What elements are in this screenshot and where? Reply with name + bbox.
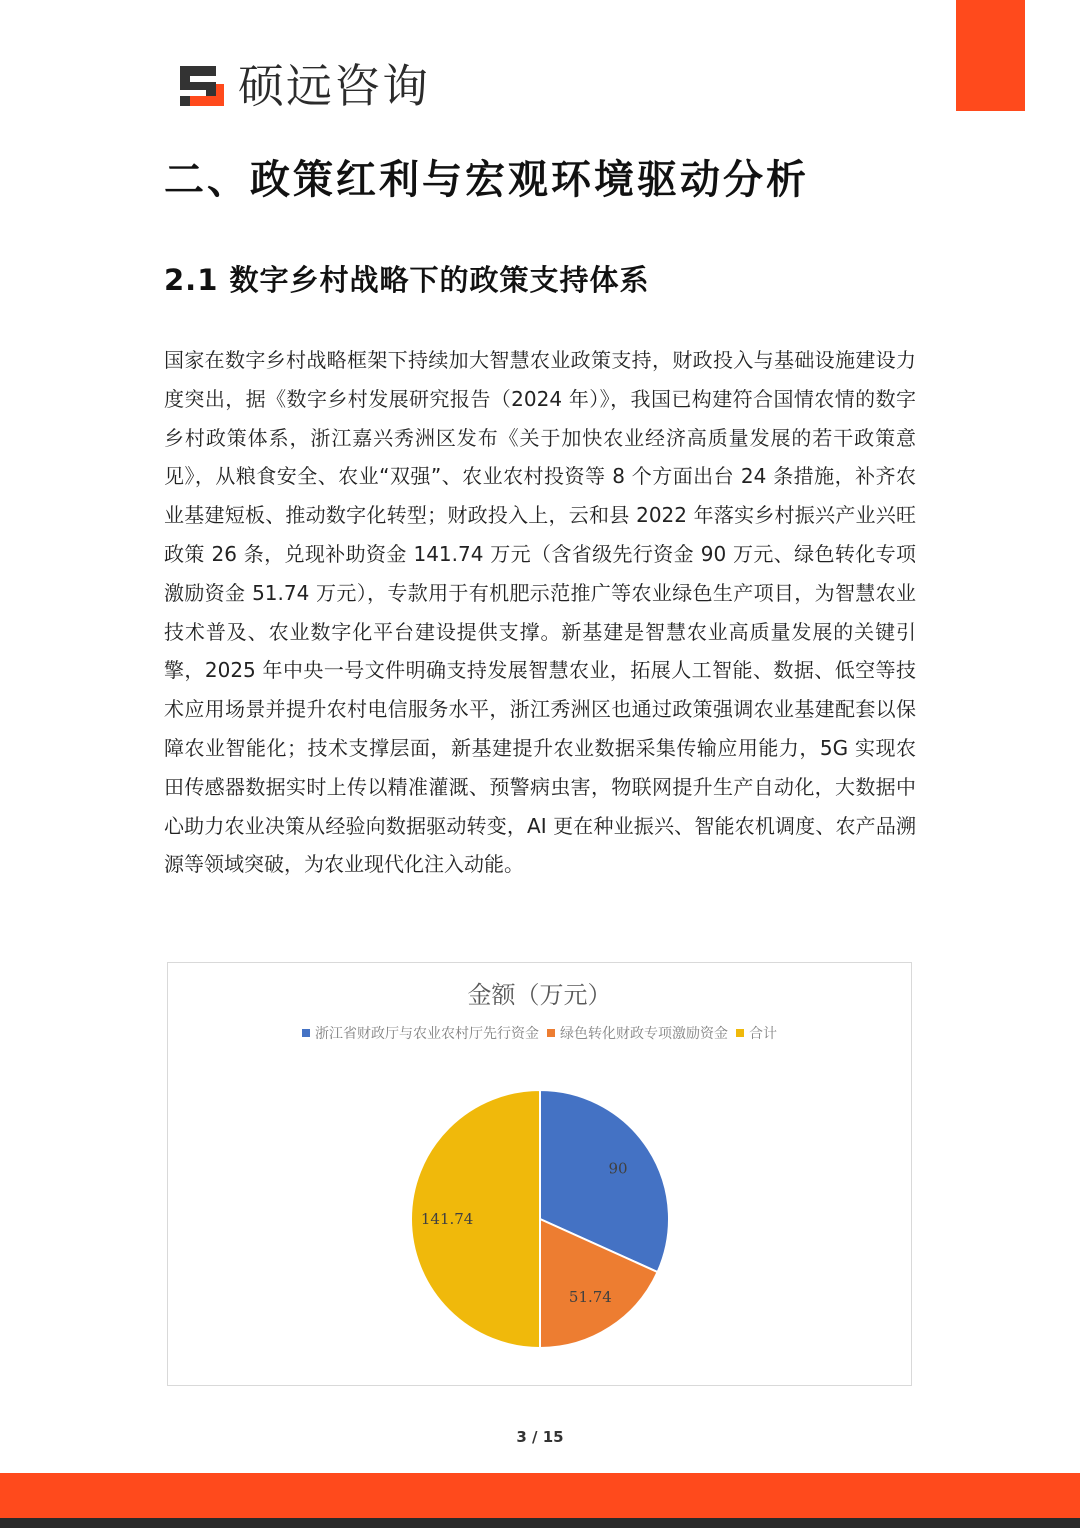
section-title: 2.1 数字乡村战略下的政策支持体系 [164, 263, 650, 297]
brand-logo [176, 60, 430, 112]
brand-logo-icon [176, 60, 228, 112]
footer-dark-strip [0, 1518, 1080, 1528]
chart-title: 金额（万元） [467, 981, 612, 1009]
section-body-paragraph: 国家在数字乡村战略框架下持续加大智慧农业政策支持，财政投入与基础设施建设力度突出，据《数字乡村发展研究报告（2024 年）》，我国已构建符合国情农情的数字乡村政策体系，浙江嘉兴秀洲区发布《关于加快农业经济高质量发展的若干政策意见》，从粮食安全、农业“双强”、农业农村投资等 8 个方面出台 24 条措施，补齐农业基建短板、推动数字化转型；财政投入上，云和县 2022 年落实乡村振兴产业兴旺政策 26 条，兑现补助资金 141.74 万元（含省级先行资金 90 万元、绿色转化专项激励资金 51.74 万元），专款用于有机肥示范推广等农业绿色生产项目，为智慧农业技术普及、农业数字化平台建设提供支撑。新基建是智慧农业高质量发展的关键引擎，2025 年中央一号文件明确支持发展智慧农业，拓展人工智能、数据、低空等技术应用场景并提升农村电信服务水平，浙江秀洲区也通过政策强调农业基建配套以保障农业智能化；技术支撑层面，新基建提升农业数据采集传输应用能力，5G 实现农田传感器数据实时上传以精准灌溉、预警病虫害，物联网提升生产自动化，大数据中心助力农业决策从经验向数据驱动转变，AI 更在种业振兴、智能农机调度、农产品溯源等领域突破，为农业现代化注入动能。 [164, 348, 916, 877]
pie-data-label: 90 [608, 1159, 628, 1178]
legend-label: 浙江省财政厅与农业农村厅先行资金 [315, 1026, 539, 1042]
page-number: 3 / 15 [516, 1428, 564, 1446]
top-accent-bar [956, 0, 1025, 111]
pie-data-label: 141.74 [420, 1210, 474, 1228]
pie-data-label: 51.74 [568, 1288, 612, 1307]
pie-plot-area [168, 963, 913, 1387]
pie-chart [167, 962, 912, 1386]
brand-logo-text: 硕远咨询 [238, 59, 430, 113]
legend-label: 绿色转化财政专项激励资金 [560, 1026, 728, 1042]
legend-label: 合计 [749, 1026, 777, 1042]
page-title: 二、政策红利与宏观环境驱动分析 [164, 157, 809, 203]
footer-accent-bar [0, 1473, 1080, 1518]
